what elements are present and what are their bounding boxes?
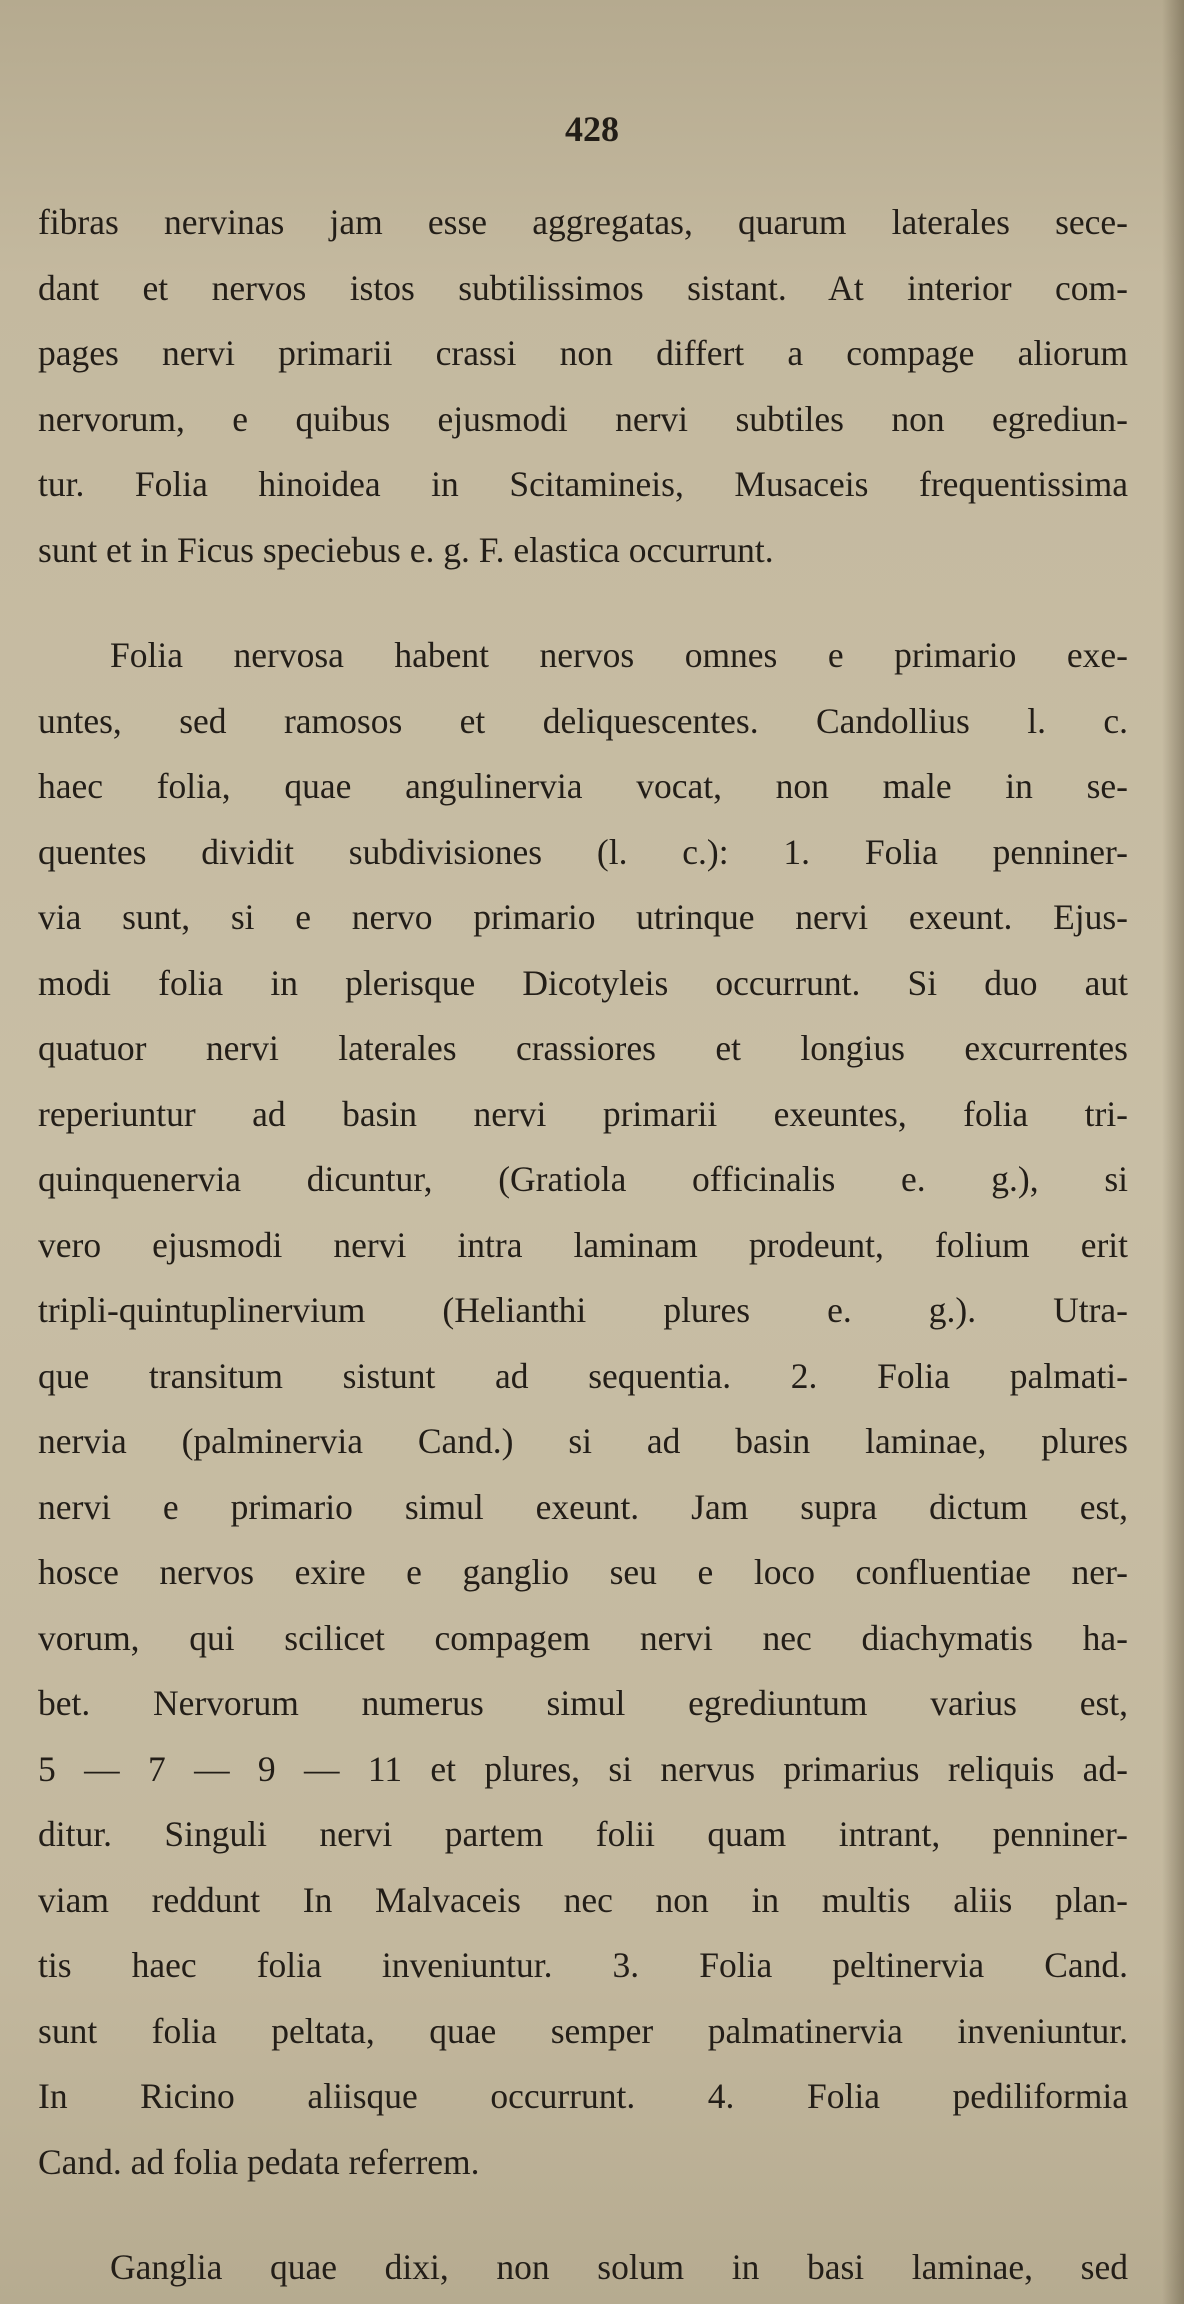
text-line: bet. Nervorum numerus simul egrediuntum varius est,: [38, 1683, 1128, 1723]
paragraph-1: [38, 190, 1128, 583]
body-text: [38, 190, 1128, 2301]
text-line: vorum, qui scilicet compagem nervi nec diachymatis ha-: [38, 1617, 1128, 1658]
paragraph-2: [38, 623, 1128, 2195]
text-line: ditur. Singuli nervi partem folii quam intrant, penniner-: [38, 1814, 1128, 1854]
text-line: nervia (palminervia Cand.) si ad basin laminae, plures: [38, 1421, 1128, 1461]
text-line: dant et nervos istos subtilissimos sistant. At interior com-: [38, 267, 1128, 308]
text-line: tur. Folia hinoidea in Scitamineis, Musaceis frequentissima: [38, 464, 1128, 504]
text-line: untes, sed ramosos et deliquescentes. Candollius l. c.: [38, 700, 1128, 741]
paragraph-3: [38, 2235, 1128, 2301]
text-line: sunt folia peltata, quae semper palmatinervia inveniuntur.: [38, 2010, 1128, 2051]
text-line: reperiuntur ad basin nervi primarii exeuntes, folia tri-: [38, 1093, 1128, 1134]
text-line: quentes dividit subdivisiones (l. c.): 1. Folia penniner-: [38, 831, 1128, 872]
text-line: 5 — 7 — 9 — 11 et plures, si nervus primarius reliquis ad-: [38, 1748, 1128, 1789]
text-line: Ganglia quae dixi, non solum in basi laminae, sed: [110, 2247, 1128, 2287]
text-line: hosce nervos exire e ganglio seu e loco confluentiae ner-: [38, 1552, 1128, 1592]
text-line: nervi e primario simul exeunt. Jam supra dictum est,: [38, 1486, 1128, 1527]
text-line: nervorum, e quibus ejusmodi nervi subtiles non egrediun-: [38, 398, 1128, 439]
text-line: quatuor nervi laterales crassiores et longius excurrentes: [38, 1028, 1128, 1068]
text-line: vero ejusmodi nervi intra laminam prodeunt, folium erit: [38, 1224, 1128, 1265]
text-line: Folia nervosa habent nervos omnes e primario exe-: [110, 635, 1128, 675]
text-line: viam reddunt In Malvaceis nec non in multis aliis plan-: [38, 1879, 1128, 1920]
text-line: modi folia in plerisque Dicotyleis occurrunt. Si duo aut: [38, 962, 1128, 1003]
text-line: pages nervi primarii crassi non differt a compage aliorum: [38, 333, 1128, 373]
text-line: quinquenervia dicuntur, (Gratiola officinalis e. g.), si: [38, 1159, 1128, 1199]
text-line: tis haec folia inveniuntur. 3. Folia peltinervia Cand.: [38, 1945, 1128, 1985]
text-line: sunt et in Ficus speciebus e. g. F. elastica occurrunt.: [38, 529, 774, 570]
text-line: Cand. ad folia pedata referrem.: [38, 2141, 480, 2182]
text-line: tripli-quintuplinervium (Helianthi plures e. g.). Utra-: [38, 1290, 1128, 1330]
text-line: fibras nervinas jam esse aggregatas, quarum laterales sece-: [38, 202, 1128, 242]
text-line: via sunt, si e nervo primario utrinque nervi exeunt. Ejus-: [38, 897, 1128, 937]
page-number: 428: [565, 109, 619, 149]
text-line: que transitum sistunt ad sequentia. 2. Folia palmati-: [38, 1355, 1128, 1396]
text-line: In Ricino aliisque occurrunt. 4. Folia pediliformia: [38, 2076, 1128, 2116]
text-line: haec folia, quae angulinervia vocat, non male in se-: [38, 766, 1128, 806]
